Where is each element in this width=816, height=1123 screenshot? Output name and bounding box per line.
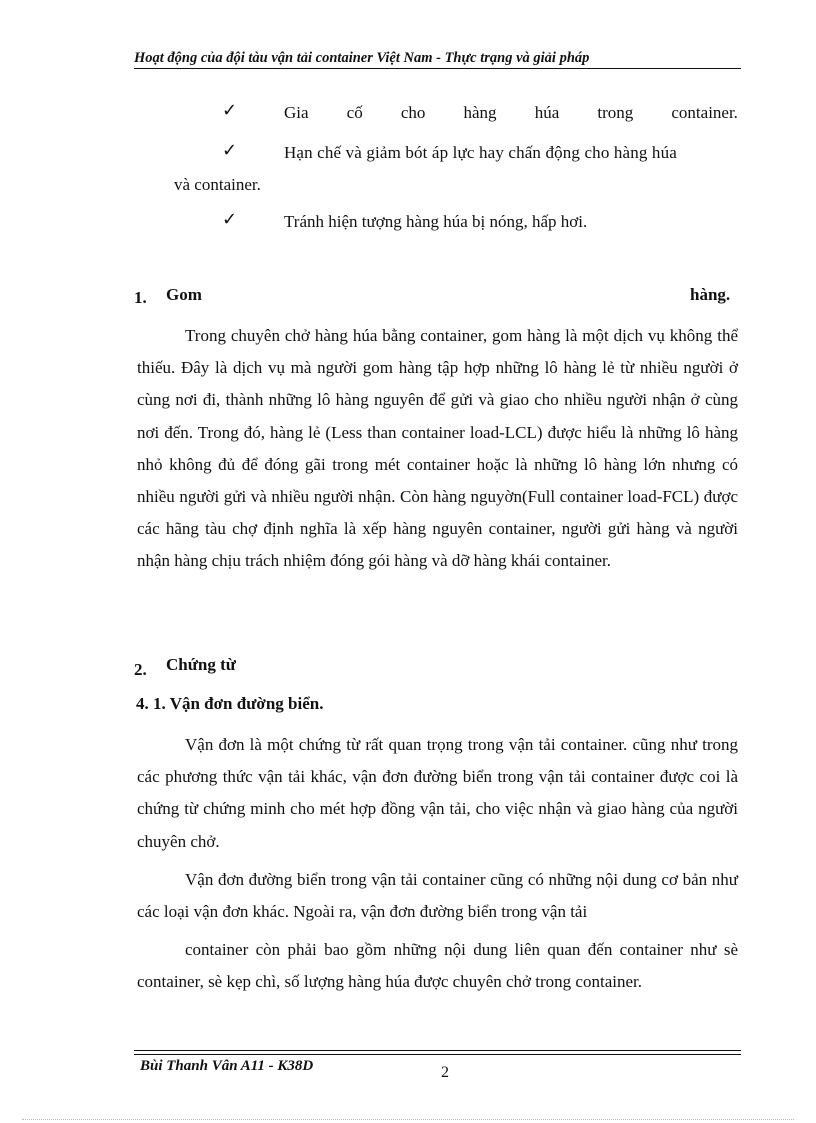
footer-author: Bùi Thanh Vân A11 - K38D (140, 1058, 314, 1074)
footer-rule (134, 1054, 741, 1055)
body-paragraph: Vận đơn đường biển trong vận tải container cũng có những nội dung cơ bản như các loại vận đơn khác. Ngoài ra, vận đơn đường biển trong vận tải (137, 870, 738, 922)
checkmark-icon: ✓ (222, 209, 238, 230)
body-paragraph: container còn phải bao gồm những nội dung liên quan đến container như sè container, sè kẹp chì, số lượng hàng húa được chuyên chở trong container. (137, 940, 738, 992)
running-header-title: Hoạt động của đội tàu vận tải container Việt Nam - Thực trạng và giải pháp (134, 50, 590, 66)
section-title-end: hàng. (690, 285, 731, 304)
page-number: 2 (441, 1064, 449, 1081)
checklist-item-text: Hạn chế và giảm bót áp lực hay chấn động cho hàng húa (284, 143, 677, 162)
subsection-title: 4. 1. Vận đơn đường biển. (136, 694, 324, 713)
body-paragraph: Trong chuyên chở hàng húa bằng container, gom hàng là một dịch vụ không thể thiếu. Đây là dịch vụ mà người gom hàng tập hợp những lô hàng lẻ từ nhiều người ở cùng nơi đi, thành những lô hàng nguyên để gửi và giao cho nhiều người nhận ở cùng nơi đến. Trong đó, hàng lẻ (Less than container load-LCL) được hiểu là những lô hàng nhỏ không đủ để đóng gãi trong mét container hoặc là những lô hàng lớn nhưng có nhiều người gửi và nhiều người nhận. Còn hàng nguyờn(Full container load-FCL) được các hãng tàu chợ định nghĩa là xếp hàng nguyên container, người gửi hàng và người nhận hàng chịu trách nhiệm đóng gói hàng và dỡ hàng khái container. (137, 326, 738, 571)
checkmark-icon: ✓ (222, 140, 238, 161)
footer-rule (134, 1050, 741, 1051)
section-title: Gom (166, 285, 202, 304)
body-paragraph: Vận đơn là một chứng từ rất quan trọng trong vận tải container. cũng như trong các phương thức vận tải khác, vận đơn đường biển trong vận tải container được coi là chứng từ chứng minh cho mét hợp đồng vận tải, cho việc nhận và giao hàng của người chuyên chở. (137, 735, 738, 851)
section-title: Chứng từ (166, 655, 237, 674)
checklist-item-continuation: và container. (174, 175, 261, 194)
page-bottom-border (22, 1119, 794, 1120)
section-number: 2. (134, 660, 147, 679)
checklist-item-text: Gia cố cho hàng húa trong container. (284, 103, 738, 122)
checklist-item-text: Tránh hiện tượng hàng húa bị nóng, hấp hơi. (284, 212, 588, 231)
section-number: 1. (134, 288, 147, 307)
header-rule (134, 68, 741, 69)
checkmark-icon: ✓ (222, 100, 238, 121)
